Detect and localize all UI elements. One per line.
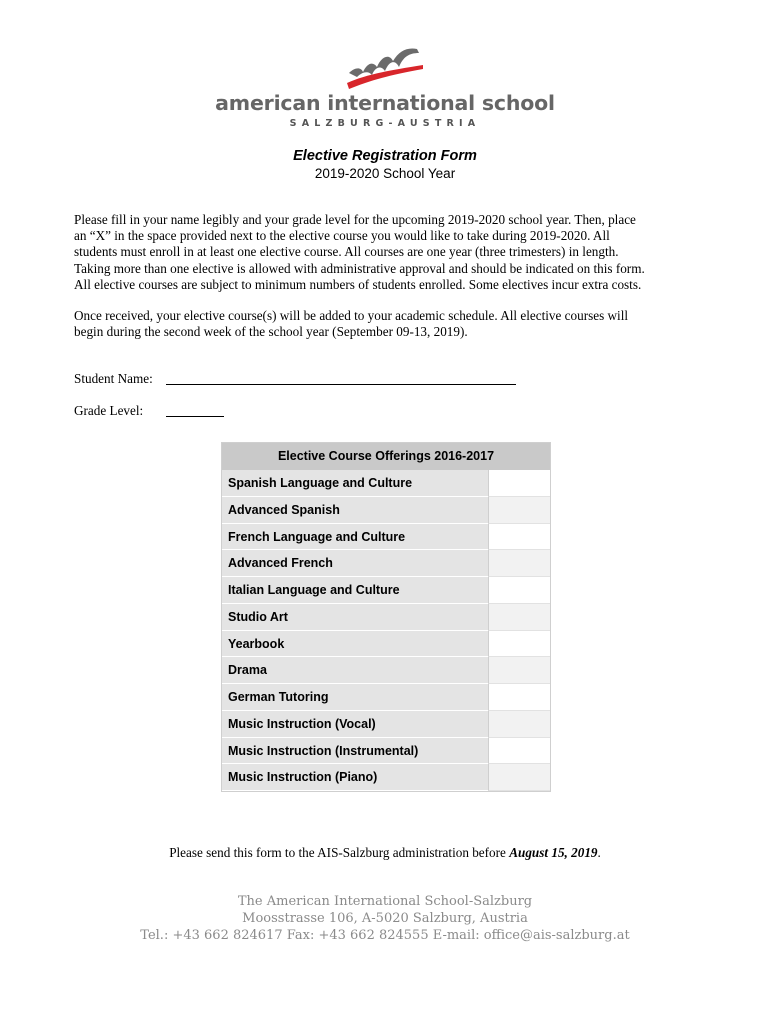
school-name-logotype: american international school xyxy=(215,91,555,115)
schedule-paragraph xyxy=(74,308,696,340)
submission-deadline: August 15, 2019 xyxy=(509,845,598,860)
course-selection-box[interactable] xyxy=(488,577,550,604)
table-row xyxy=(222,604,550,631)
course-label: Music Instruction (Piano) xyxy=(222,764,488,791)
table-row xyxy=(222,684,550,711)
course-selection-box[interactable] xyxy=(488,604,550,631)
footer-contact: Tel.: +43 662 824617 Fax: +43 662 824555 E-mail: office@ais-salzburg.at xyxy=(140,928,630,943)
course-label: Advanced Spanish xyxy=(222,497,488,524)
table-row xyxy=(222,711,550,738)
course-selection-box[interactable] xyxy=(488,470,550,497)
table-row xyxy=(222,577,550,604)
table-row xyxy=(222,631,550,658)
submission-suffix: . xyxy=(597,845,601,860)
course-selection-box[interactable] xyxy=(488,631,550,658)
form-subtitle: 2019-2020 School Year xyxy=(314,166,456,181)
elective-course-table xyxy=(221,442,551,792)
course-selection-box[interactable] xyxy=(488,711,550,738)
course-label: Music Instruction (Vocal) xyxy=(222,711,488,738)
student-name-label: Student Name: xyxy=(74,371,153,386)
course-selection-box[interactable] xyxy=(488,550,550,577)
course-label: Yearbook xyxy=(222,631,488,658)
student-name-field[interactable] xyxy=(166,384,516,385)
course-selection-box[interactable] xyxy=(488,657,550,684)
course-label: German Tutoring xyxy=(222,684,488,711)
instruction-line: Taking more than one elective is allowed with administrative approval and should be indicated on this form. xyxy=(74,260,645,276)
school-location-logotype: SALZBURG-AUSTRIA xyxy=(289,118,481,129)
table-row xyxy=(222,764,550,791)
school-logo-icon xyxy=(345,45,425,93)
course-label: Drama xyxy=(222,657,488,684)
table-row xyxy=(222,738,550,765)
course-label: French Language and Culture xyxy=(222,524,488,551)
schedule-line: Once received, your elective course(s) will be added to your academic schedule. All elective courses will xyxy=(74,308,629,323)
course-label: Italian Language and Culture xyxy=(222,577,488,604)
course-selection-box[interactable] xyxy=(488,738,550,765)
footer-school-name: The American International School-Salzburg xyxy=(237,894,533,909)
course-label: Advanced French xyxy=(222,550,488,577)
submission-note xyxy=(0,845,770,861)
form-title: Elective Registration Form xyxy=(293,148,477,164)
footer-address: Moosstrasse 106, A-5020 Salzburg, Austria xyxy=(242,911,528,926)
instruction-line: Please fill in your name legibly and your grade level for the upcoming 2019-2020 school year. Then, place xyxy=(74,212,636,227)
course-label: Studio Art xyxy=(222,604,488,631)
course-selection-box[interactable] xyxy=(488,764,550,791)
table-row xyxy=(222,657,550,684)
table-row xyxy=(222,470,550,497)
instruction-line: students must enroll in at least one elective course. All courses are one year (three trimesters) in length. xyxy=(74,244,619,260)
instruction-line: an “X” in the space provided next to the elective course you would like to take during 2019-2020. All xyxy=(74,228,610,244)
course-label: Music Instruction (Instrumental) xyxy=(222,738,488,765)
table-header: Elective Course Offerings 2016-2017 xyxy=(222,443,550,470)
submission-text: Please send this form to the AIS-Salzburg administration before xyxy=(169,845,510,860)
course-selection-box[interactable] xyxy=(488,524,550,551)
course-selection-box[interactable] xyxy=(488,684,550,711)
table-row xyxy=(222,550,550,577)
instructions-paragraph xyxy=(74,212,696,293)
grade-level-field[interactable] xyxy=(166,416,224,417)
schedule-line: begin during the second week of the school year (September 09-13, 2019). xyxy=(74,324,468,340)
table-row xyxy=(222,497,550,524)
table-row xyxy=(222,524,550,551)
course-label: Spanish Language and Culture xyxy=(222,470,488,497)
grade-level-label: Grade Level: xyxy=(74,403,144,418)
course-selection-box[interactable] xyxy=(488,497,550,524)
instruction-line: All elective courses are subject to minimum numbers of students enrolled. Some electives incur extra costs. xyxy=(74,276,642,292)
